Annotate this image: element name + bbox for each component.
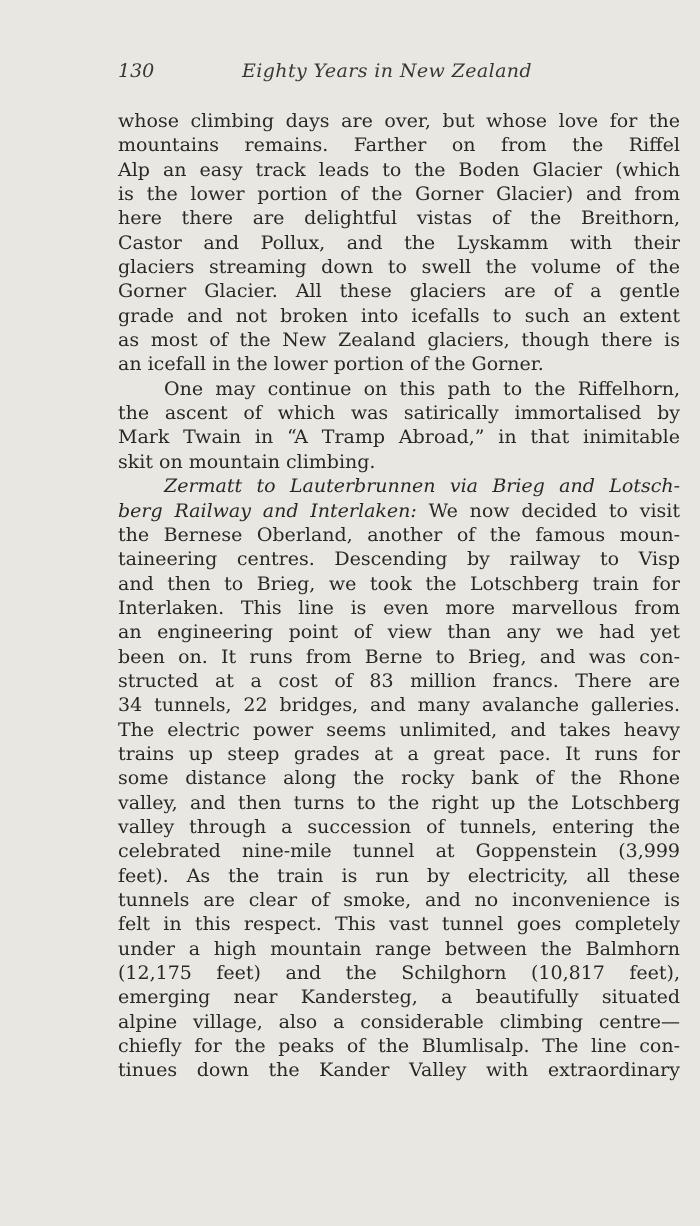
text-line: and then to Brieg, we took the Lotschberg train for [118,572,680,595]
text-line: Gorner Glacier. All these glaciers are of a gentle [118,280,680,303]
text-line: grade and not broken into icefalls to such an extent [118,304,680,327]
text-line: trains up steep grades at a great pace. It runs for [118,742,680,765]
text-line: some distance along the rocky bank of the Rhone [118,767,680,790]
text-line: emerging near Kandersteg, a beautifully situated [118,986,680,1009]
text-line: whose climbing days are over, but whose love for the [118,110,680,132]
text-line: tunnels are clear of smoke, and no inconvenience is [118,889,680,911]
body-text [118,109,680,1083]
text-line: Interlaken. This line is even more marvellous from [118,596,680,619]
text-line: skit on mountain climbing. [118,450,376,473]
text-line: chiefly for the peaks of the Blumlisalp. The line con- [118,1035,680,1058]
text-line: Castor and Pollux, and the Lyskamm with their [118,231,680,254]
text-line: an engineering point of view than any we had yet [118,621,680,644]
text-line: feet). As the train is run by electricity, all these [118,864,680,887]
text-line: tinues down the Kander Valley with extraordinary [118,1059,680,1082]
text-line: the Bernese Oberland, another of the famous moun- [118,523,680,546]
text-line: is the lower portion of the Gorner Glacier) and from [118,183,680,206]
text-line: The electric power seems unlimited, and takes heavy [118,718,680,741]
text-line: (12,175 feet) and the Schilghorn (10,817 feet), [118,962,680,985]
text-line: the ascent of which was satirically immortalised by [118,402,680,425]
text-line: felt in this respect. This vast tunnel goes completely [118,913,680,936]
text-line: mountains remains. Farther on from the Riffel [118,134,680,157]
text-line: Mark Twain in “A Tramp Abroad,” in that inimitable [118,426,680,449]
text-line: taineering centres. Descending by railway to Visp [118,548,680,571]
text-line: structed at a cost of 83 million francs. There are [118,669,680,692]
page-header [118,60,680,88]
text-line: Zermatt to Lauterbrunnen via Brieg and Lotsch- [164,475,680,498]
text-line: 34 tunnels, 22 bridges, and many avalanche galleries. [118,694,680,717]
text-line: alpine village, also a considerable climbing centre— [118,1010,680,1033]
text-line: berg Railway and Interlaken: We now decided to visit [118,499,680,522]
text-line: been on. It runs from Berne to Brieg, and was con- [118,645,680,668]
text-line: celebrated nine-mile tunnel at Goppenstein (3,999 [118,840,680,863]
running-title: Eighty Years in New Zealand [242,60,532,82]
page-number: 130 [118,60,155,82]
text-line: an icefall in the lower portion of the Gorner. [118,353,544,376]
text-line: glaciers streaming down to swell the volume of the [118,256,680,279]
text-line: valley, and then turns to the right up the Lotschberg [118,791,680,814]
text-line: One may continue on this path to the Riffelhorn, [164,377,680,400]
text-line: as most of the New Zealand glaciers, though there is [118,329,680,352]
text-line: Alp an easy track leads to the Boden Glacier (which [118,158,680,181]
text-line: valley through a succession of tunnels, entering the [118,815,680,838]
text-line: here there are delightful vistas of the Breithorn, [118,207,680,230]
text-line: under a high mountain range between the Balmhorn [118,937,680,960]
